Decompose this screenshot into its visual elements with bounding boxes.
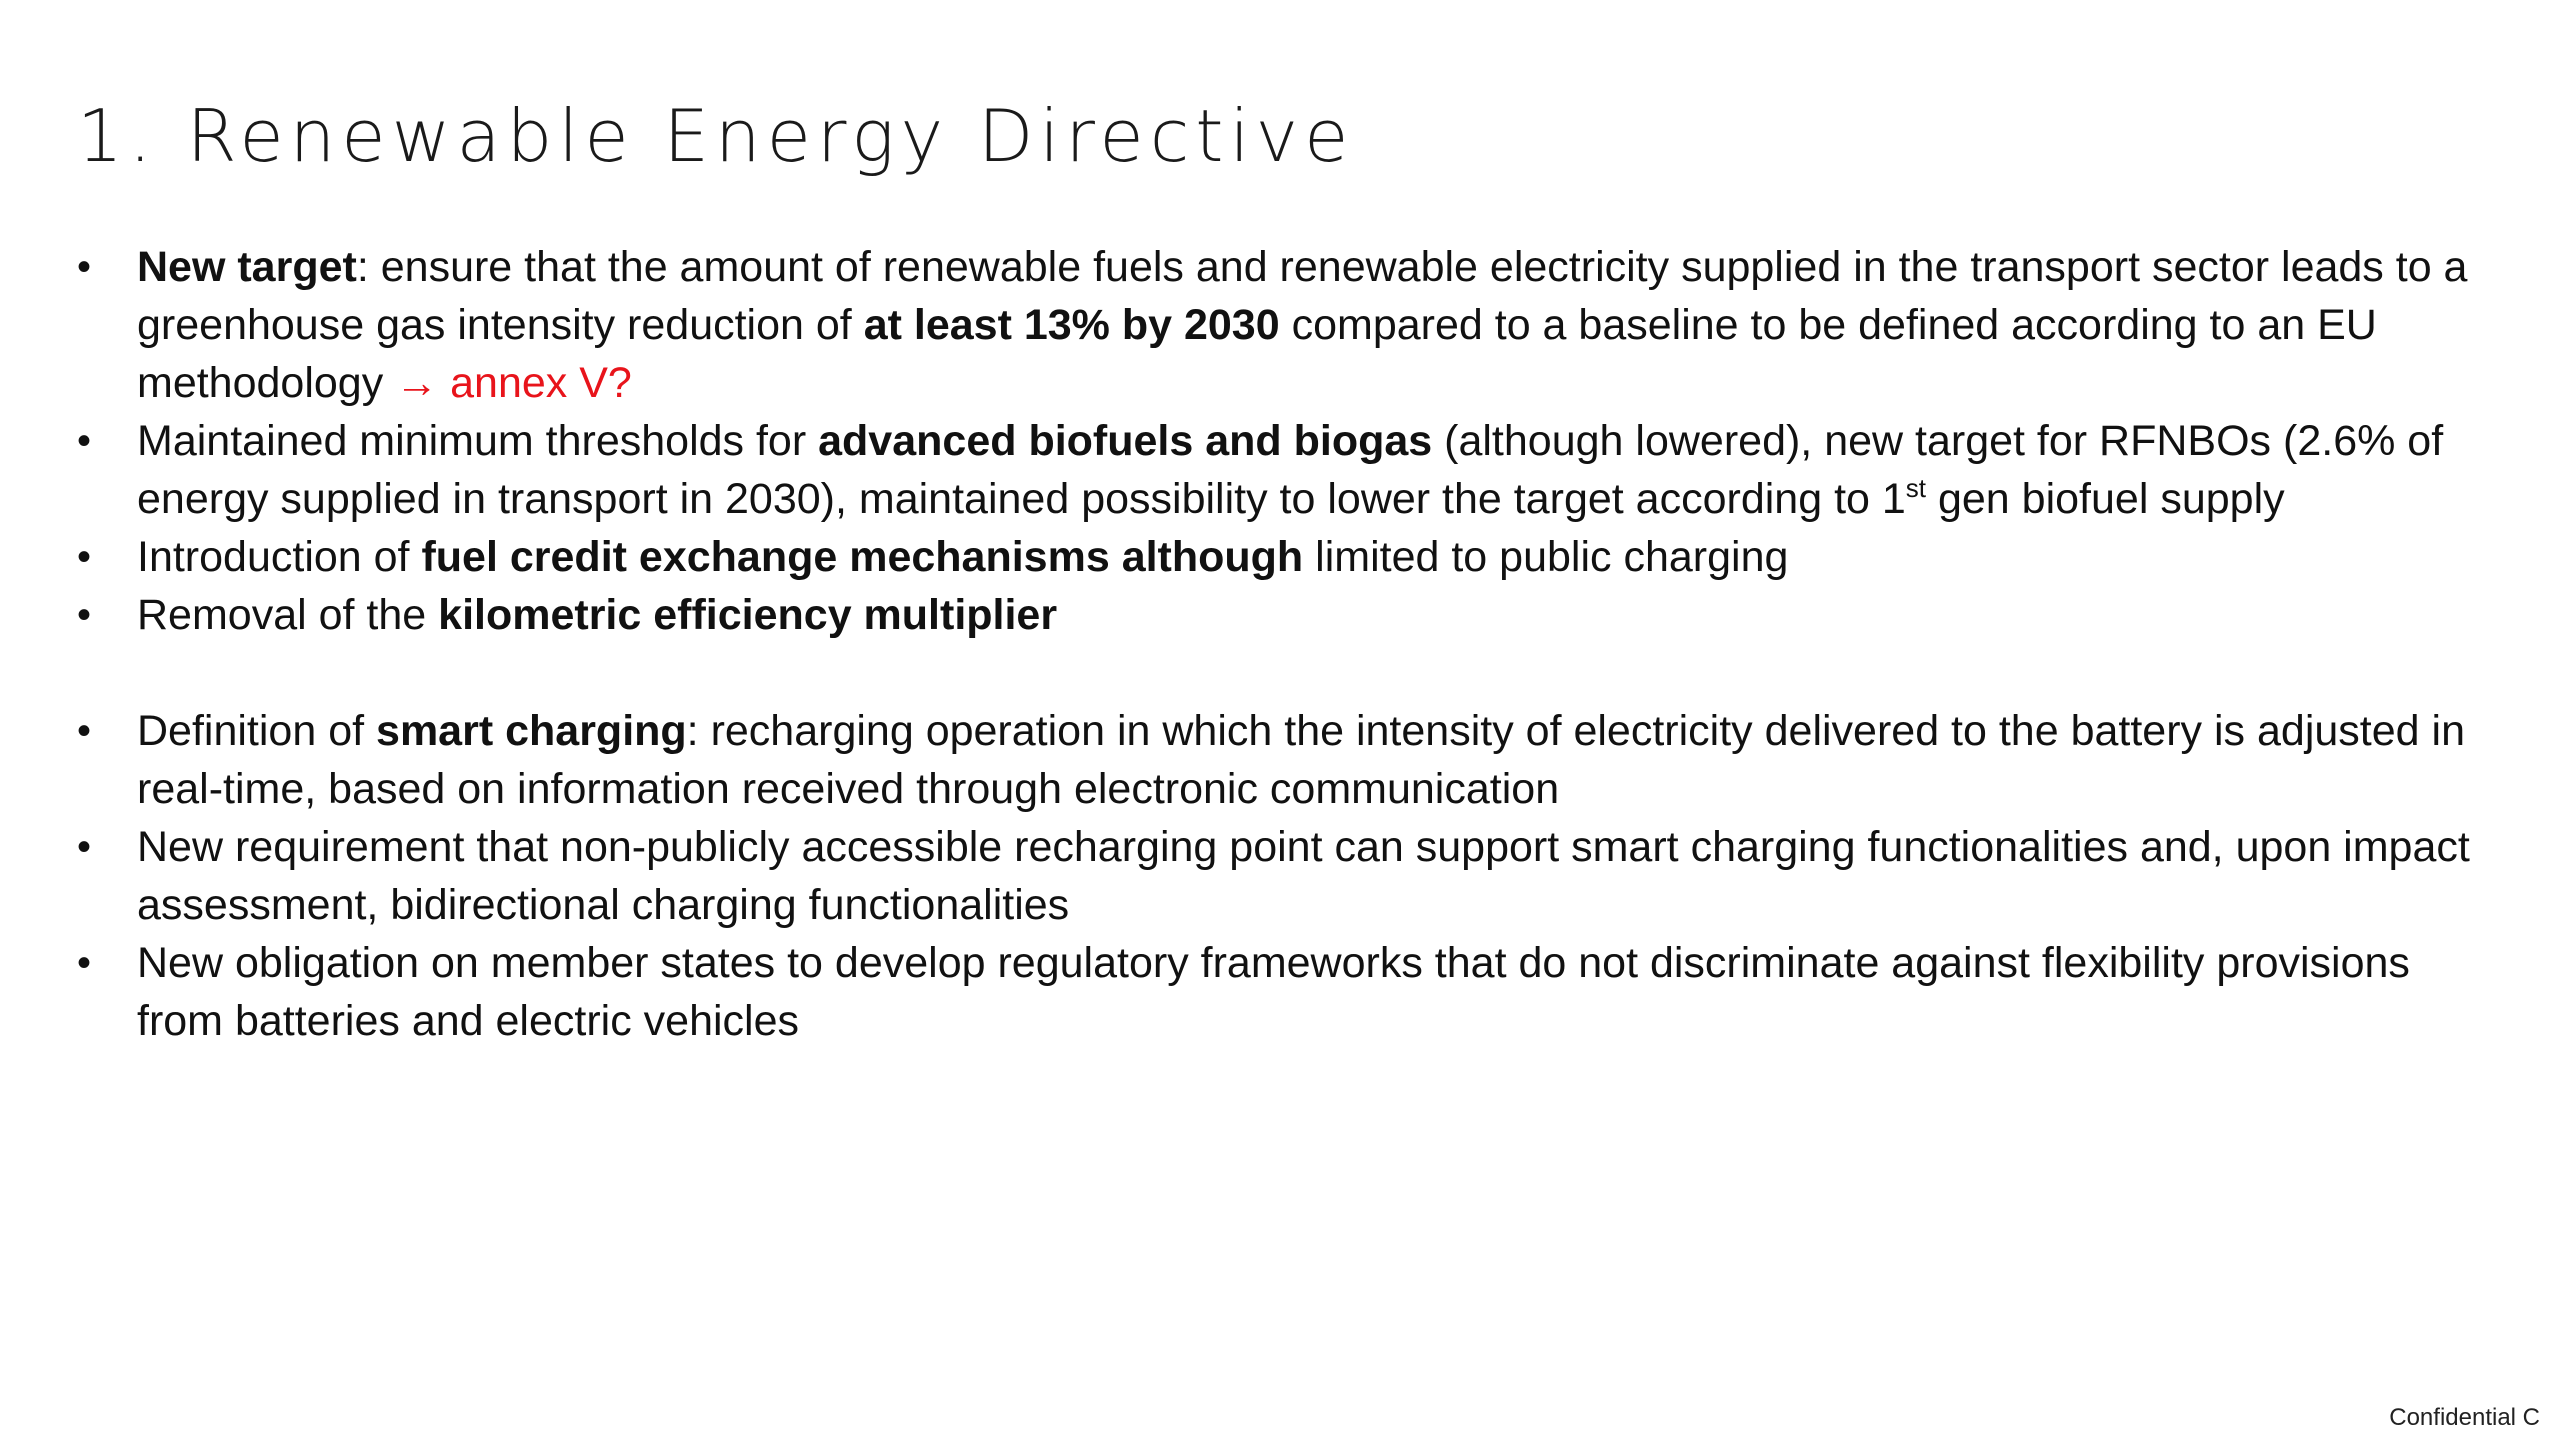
bullet-text: : recharging operation in which the intensity of electricity delivered to the battery is adjusted in real-time, based on information received through electronic communication [137,707,2465,813]
slide-title: 1. Renewable Energy Directive [77,94,1355,178]
bullet-text: New requirement that non-publicly accessible recharging point can support smart charging functionalities and, upon impact assessment, bidirectional charging functionalities [137,823,2470,929]
bullet-bold: smart charging [376,707,687,755]
bullet-text: Removal of the [137,591,439,639]
confidentiality-label: Confidential C [2389,1404,2540,1431]
bullet-text: : ensure that the amount of renewable fuels and renewable electricity supplied in the transport sector leads to a greenhouse gas intensity reduction of [137,243,2468,349]
arrow-right-icon: → [395,359,439,407]
bullet-smart-charging [77,702,2477,818]
bullet-bold: advanced biofuels and biogas [818,417,1433,465]
bullet-thresholds [77,412,2477,528]
bullet-text: Introduction of [137,533,422,581]
bullet-text: New obligation on member states to develop regulatory frameworks that do not discriminate against flexibility provisions from batteries and electric vehicles [137,939,2410,1045]
bullet-dot: • [77,245,92,289]
bullet-kilometric [77,586,2477,644]
bullet-fuel-credit [77,528,2477,586]
bullet-bold: New target [137,243,357,291]
bullet-dot: • [77,709,92,753]
bullet-bold: fuel credit exchange mechanisms although [421,533,1304,581]
annex-reference: annex V? [438,359,632,407]
bullet-text: Definition of [137,707,377,755]
bullet-gap [77,644,2477,702]
bullet-text: compared to a baseline to be defined according to an EU methodology [137,301,2377,407]
bullet-list [77,238,2477,1050]
superscript: st [1905,473,1927,503]
bullet-text: gen biofuel supply [1926,475,2285,523]
bullet-member-states [77,934,2477,1050]
bullet-new-target [77,238,2477,412]
bullet-text: (although lowered), new target for RFNBOs (2.6% of energy supplied in transport in 2030), maintained possibility to lower the target according to 1 [137,417,2444,523]
bullet-dot: • [77,535,92,579]
bullet-dot: • [77,593,92,637]
bullet-dot: • [77,419,92,463]
bullet-dot: • [77,941,92,985]
bullet-dot: • [77,825,92,869]
bullet-bold: kilometric efficiency multiplier [438,591,1058,639]
bullet-text: Maintained minimum thresholds for [137,417,819,465]
bullet-bold: at least 13% by 2030 [863,301,1280,349]
bullet-recharging-requirement [77,818,2477,934]
bullet-text: limited to public charging [1303,533,1789,581]
